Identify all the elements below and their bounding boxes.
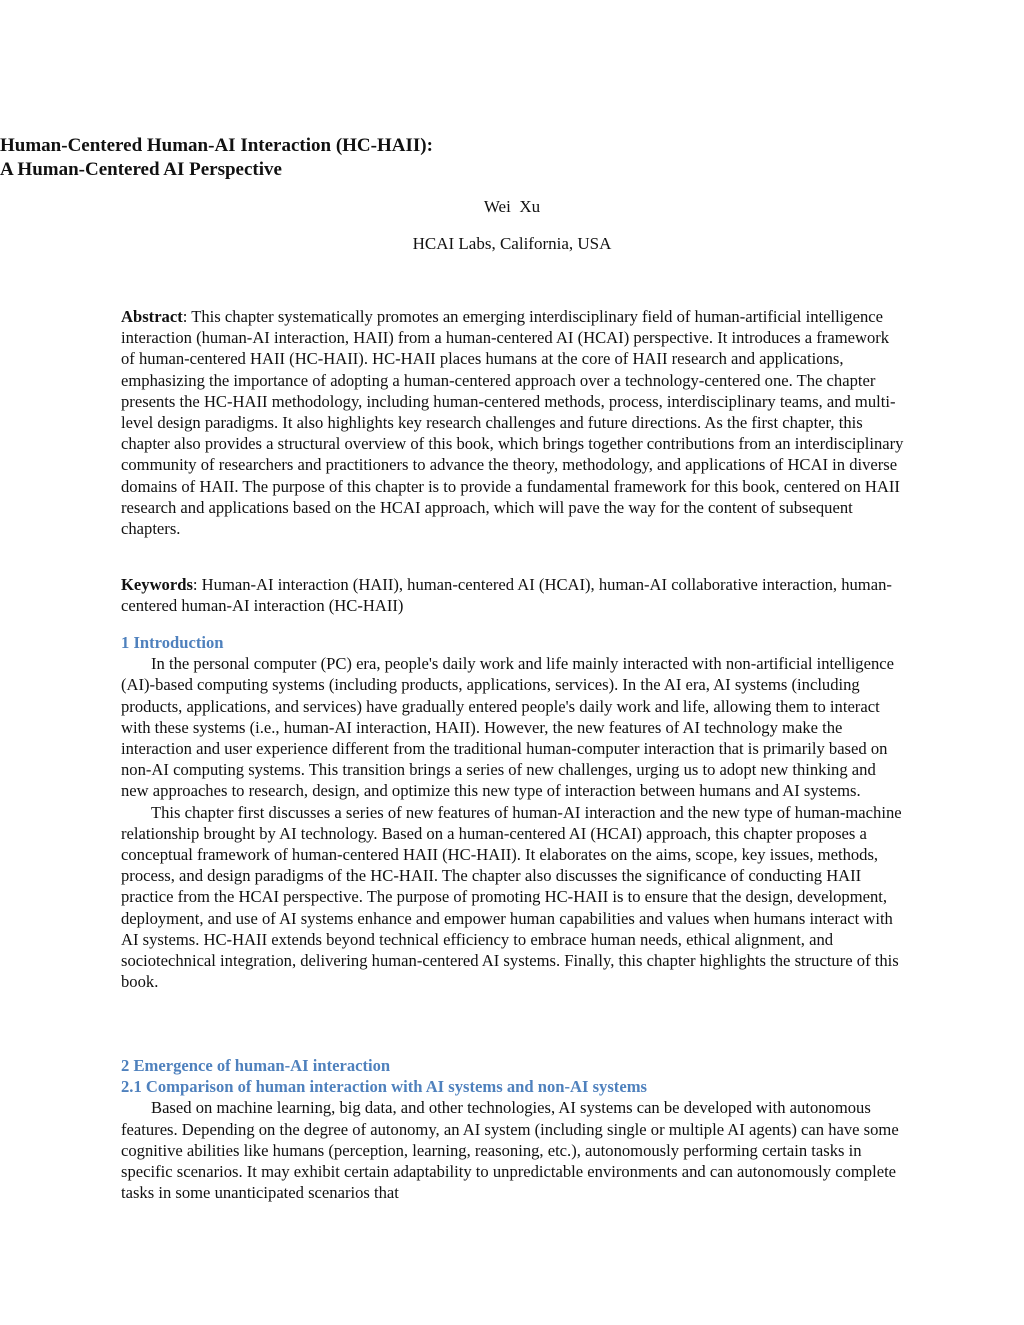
abstract-label: Abstract [121,307,183,326]
abstract-text: : This chapter systematically promotes an emerging interdisciplinary field of human-artificial intelligence interaction (human-AI interaction, HAII) from a human-centered AI (HCAI) perspective. It introduces a framework of human-centered HAII (HC-HAII). HC-HAII places humans at the core of HAII research and applications, emphasizing the importance of adopting a human-centered approach over a technology-centered one. The chapter presents the HC-HAII methodology, including human-centered methods, process, interdisciplinary teams, and multi-level design paradigms. It also highlights key research challenges and future directions. As the first chapter, this chapter also provides a structural overview of this book, which brings together contributions from an interdisciplinary community of researchers and practitioners to advance the theory, methodology, and applications of HCAI in diverse domains of HAII. The purpose of this chapter is to provide a fundamental framework for this book, centered on HAII research and applications based on the HCAI approach, which will pave the way for the content of subsequent chapters. [121,307,904,539]
section-introduction [121,632,906,992]
title-line-2: A Human-Centered AI Perspective [0,159,282,180]
section-heading-emergence: 2 Emergence of human-AI interaction [121,1056,391,1075]
paper-title [0,134,1024,182]
subsection-heading-comparison: 2.1 Comparison of human interaction with AI systems and non-AI systems [121,1077,647,1097]
section-emergence [121,1055,906,1203]
keywords-paragraph [121,574,906,616]
introduction-paragraph-1: In the personal computer (PC) era, people's daily work and life mainly interacted with non-artificial intelligence (AI)-based computing systems (including products, applications, services). In the AI era, AI systems (including products, applications, and services) have gradually entered people's daily work and life, allowing them to interact with these systems (i.e., human-AI interaction, HAII). However, the new features of AI technology make the interaction and user experience different from the traditional human-computer interaction that is primarily based on non-AI computing systems. This transition brings a series of new challenges, urging us to adopt new thinking and new approaches to research, design, and optimize this new type of interaction between humans and AI systems. [121,654,894,801]
abstract-paragraph [121,306,906,539]
abstract [121,306,906,539]
keywords-text: : Human-AI interaction (HAII), human-centered AI (HCAI), human-AI collaborative interaction, human-centered human-AI interaction (HC-HAII) [121,575,892,616]
author-affiliation: HCAI Labs, California, USA [412,234,612,253]
section-heading-introduction: 1 Introduction [121,633,224,652]
comparison-paragraph: Based on machine learning, big data, and other technologies, AI systems can be developed with autonomous features. Depending on the degree of autonomy, an AI system (including single or multiple AI agents) can have some cognitive abilities like humans (perception, learning, reasoning, etc.), autonomously performing certain tasks in specific scenarios. It may exhibit certain adaptability to unpredictable environments and can autonomously complete tasks in some unanticipated scenarios that [121,1098,899,1203]
title-line-1: Human-Centered Human-AI Interaction (HC-HAII): [0,135,433,156]
introduction-paragraph-2: This chapter first discusses a series of new features of human-AI interaction and the new type of human-machine relationship brought by AI technology. Based on a human-centered AI (HCAI) approach, this chapter proposes a conceptual framework of human-centered HAII (HC-HAII). It elaborates on the aims, scope, key issues, methods, process, and design paradigms of the HC-HAII. The chapter also discusses the significance of conducting HAII practice from the HCAI perspective. The purpose of promoting HC-HAII is to ensure that the design, development, deployment, and use of AI systems enhance and empower human capabilities and values when humans interact with AI systems. HC-HAII extends beyond technical efficiency to embrace human needs, ethical alignment, and sociotechnical integration, delivering human-centered AI systems. Finally, this chapter highlights the structure of this book. [121,802,902,992]
keywords [121,574,906,616]
keywords-label: Keywords [121,575,193,594]
author-name: Wei Xu [483,197,541,216]
